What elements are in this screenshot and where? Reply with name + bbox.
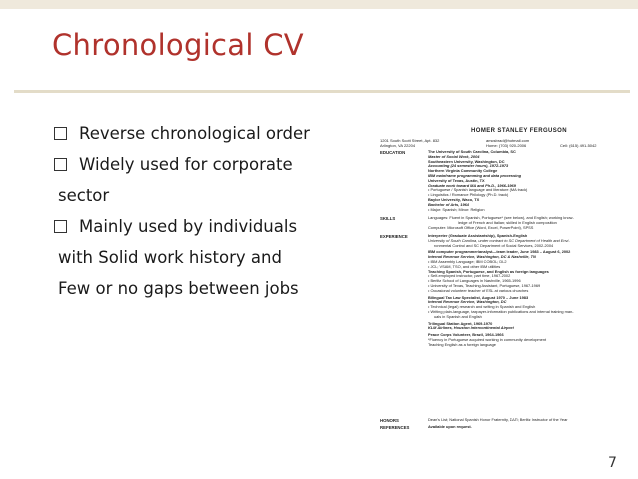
cv-address-line-1: 1201 South Scott Street, Apt. 832: [380, 138, 440, 143]
cv-line: • Occasional volunteer teacher of ESL at various churches: [428, 287, 529, 293]
cv-line: ledge of French and Italian; skilled in English composition: [458, 219, 557, 225]
cv-section-heading: EXPERIENCE: [380, 234, 408, 239]
cv-line: University of Texas, Austin, TX: [428, 177, 485, 183]
cv-line: The University of South Carolina, Columbia, SC: [428, 149, 516, 154]
cv-line: IBM computer programmer/analyst—team leader, June 1983 – August 6, 2002: [428, 249, 571, 255]
bullet-continuation: sector: [58, 186, 110, 205]
cv-line: • University of Texas, Teaching Assistant, Portuguese, 1967-1969: [428, 282, 541, 288]
bullet-list: [54, 118, 354, 304]
page-number: 7: [608, 455, 617, 471]
cv-sample-image: [380, 128, 622, 430]
cv-section-heading: HONORS: [380, 418, 399, 423]
cv-section-body: [428, 418, 620, 423]
cv-section-body: [428, 425, 620, 430]
cv-line: Accounting (24 semester hours), 1972-1973: [428, 163, 509, 169]
cv-line: uals in Spanish and English: [434, 313, 482, 319]
checkbox-bullet-icon: [54, 158, 67, 171]
cv-cell-phone: Cell: (615) 491-5042: [560, 143, 597, 148]
cv-line: Interpreter (Graduate Assistantship), Spanish-English: [428, 233, 528, 238]
cv-line: *Fluency in Portuguese acquired working in community development: [428, 336, 547, 342]
cv-line: • IBM Assembly Language; IBM COBOL; DL2: [428, 258, 507, 264]
cv-line: IBM mainframe programming and data processing: [428, 172, 521, 178]
cv-section-heading: REFERENCES: [380, 425, 410, 430]
cv-line: • JCL; VSAM, TSO, and other IBM utilities: [428, 263, 501, 269]
cv-line: Baylor University, Waco, TX: [428, 196, 480, 202]
cv-line: University of South Carolina, under contract to SC Department of Health and Envi-: [428, 237, 570, 243]
cv-section-body: [428, 216, 620, 230]
cv-address-line-2: Arlington, VA 22204: [380, 143, 416, 148]
cv-section-body: [428, 150, 620, 212]
cv-line: Southeastern University, Washington, DC: [428, 158, 505, 164]
cv-line: Graduate work toward MA and Ph.D., 1966-1969: [428, 182, 516, 188]
cv-line: • Writing plain-language, taxpayer-information publications and internal training man-: [428, 308, 574, 314]
cv-line: Northern Virginia Community College: [428, 168, 498, 174]
cv-section-heading: EDUCATION: [380, 150, 406, 155]
cv-line: Bachelor of Arts, 1964: [428, 201, 469, 207]
cv-line: Computer: Microsoft Office (Word, Excel, PowerPoint), SPSS: [428, 224, 534, 230]
bullet-text: Reverse chronological order: [79, 124, 310, 143]
cv-email: amcsbrad@hotmail.com: [486, 138, 530, 143]
cv-line: Dean's List; National Spanish Honor Fraternity, ΣΔΠ; Berlitz Instructor of the Year: [428, 417, 568, 422]
cv-home-phone: Home: (703) 920-2006: [486, 143, 527, 148]
cv-line: Teaching Spanish, Portuguese, and English as foreign languages: [428, 268, 549, 274]
bullet-item: [54, 149, 354, 180]
bullet-item: [54, 118, 354, 149]
cv-line: Languages: Fluent in Spanish, Portuguese* (see below), and English; working know-: [428, 215, 574, 220]
cv-line: Peace Corps Volunteer, Brazil, 1964-1966: [428, 332, 504, 338]
slide-title: Chronological CV: [52, 28, 304, 62]
cv-line: Bilingual Tax Law Specialist, August 1970 – June 1983: [428, 294, 529, 300]
cv-line: KLM Airlines, Houston Intercontinental Airport: [428, 325, 514, 331]
bullet-continuation: with Solid work history and: [58, 248, 282, 267]
cv-line: Master of Social Work, 2004: [428, 153, 480, 159]
cv-line: Trilingual Station Agent, 1969-1970: [428, 320, 493, 326]
cv-line: • Portuguese / Spanish language and literature (MA track): [428, 187, 528, 193]
bullet-text: Widely used for corporate: [79, 155, 293, 174]
cv-line: • Berlitz School of Languages in Nashville, 1965-1996: [428, 278, 521, 284]
cv-line: • Technical (legal) research and writing in Spanish and English: [428, 304, 536, 310]
bullet-text: Mainly used by individuals: [79, 217, 298, 236]
cv-line: • Linguistics / Romance Philology (Ph.D. track): [428, 192, 509, 198]
cv-line: Internal Revenue Service, Washington, DC & Nashville, TN: [428, 254, 536, 260]
cv-line: ronmental Control and SC Department of Social Services, 2002-2004: [434, 242, 554, 248]
cv-line: • Major: Spanish; Minor: Religion: [428, 206, 485, 212]
checkbox-bullet-icon: [54, 220, 67, 233]
checkbox-bullet-icon: [54, 127, 67, 140]
bullet-continuation: Few or no gaps between jobs: [58, 279, 299, 298]
bullet-item: [54, 211, 354, 242]
top-accent-bar: [0, 0, 638, 9]
cv-section-body: [428, 234, 620, 348]
cv-section-heading: SKILLS: [380, 216, 396, 221]
cv-line: Internal Revenue Service, Washington, DC: [428, 299, 507, 305]
cv-line: Available upon request.: [428, 424, 472, 429]
cv-line: • Self-employed instructor, part time, 1967-2002: [428, 273, 511, 279]
cv-line: Teaching English as a foreign language: [428, 341, 496, 347]
cv-name: HOMER STANLEY FERGUSON: [471, 128, 567, 134]
title-divider: [14, 90, 630, 93]
